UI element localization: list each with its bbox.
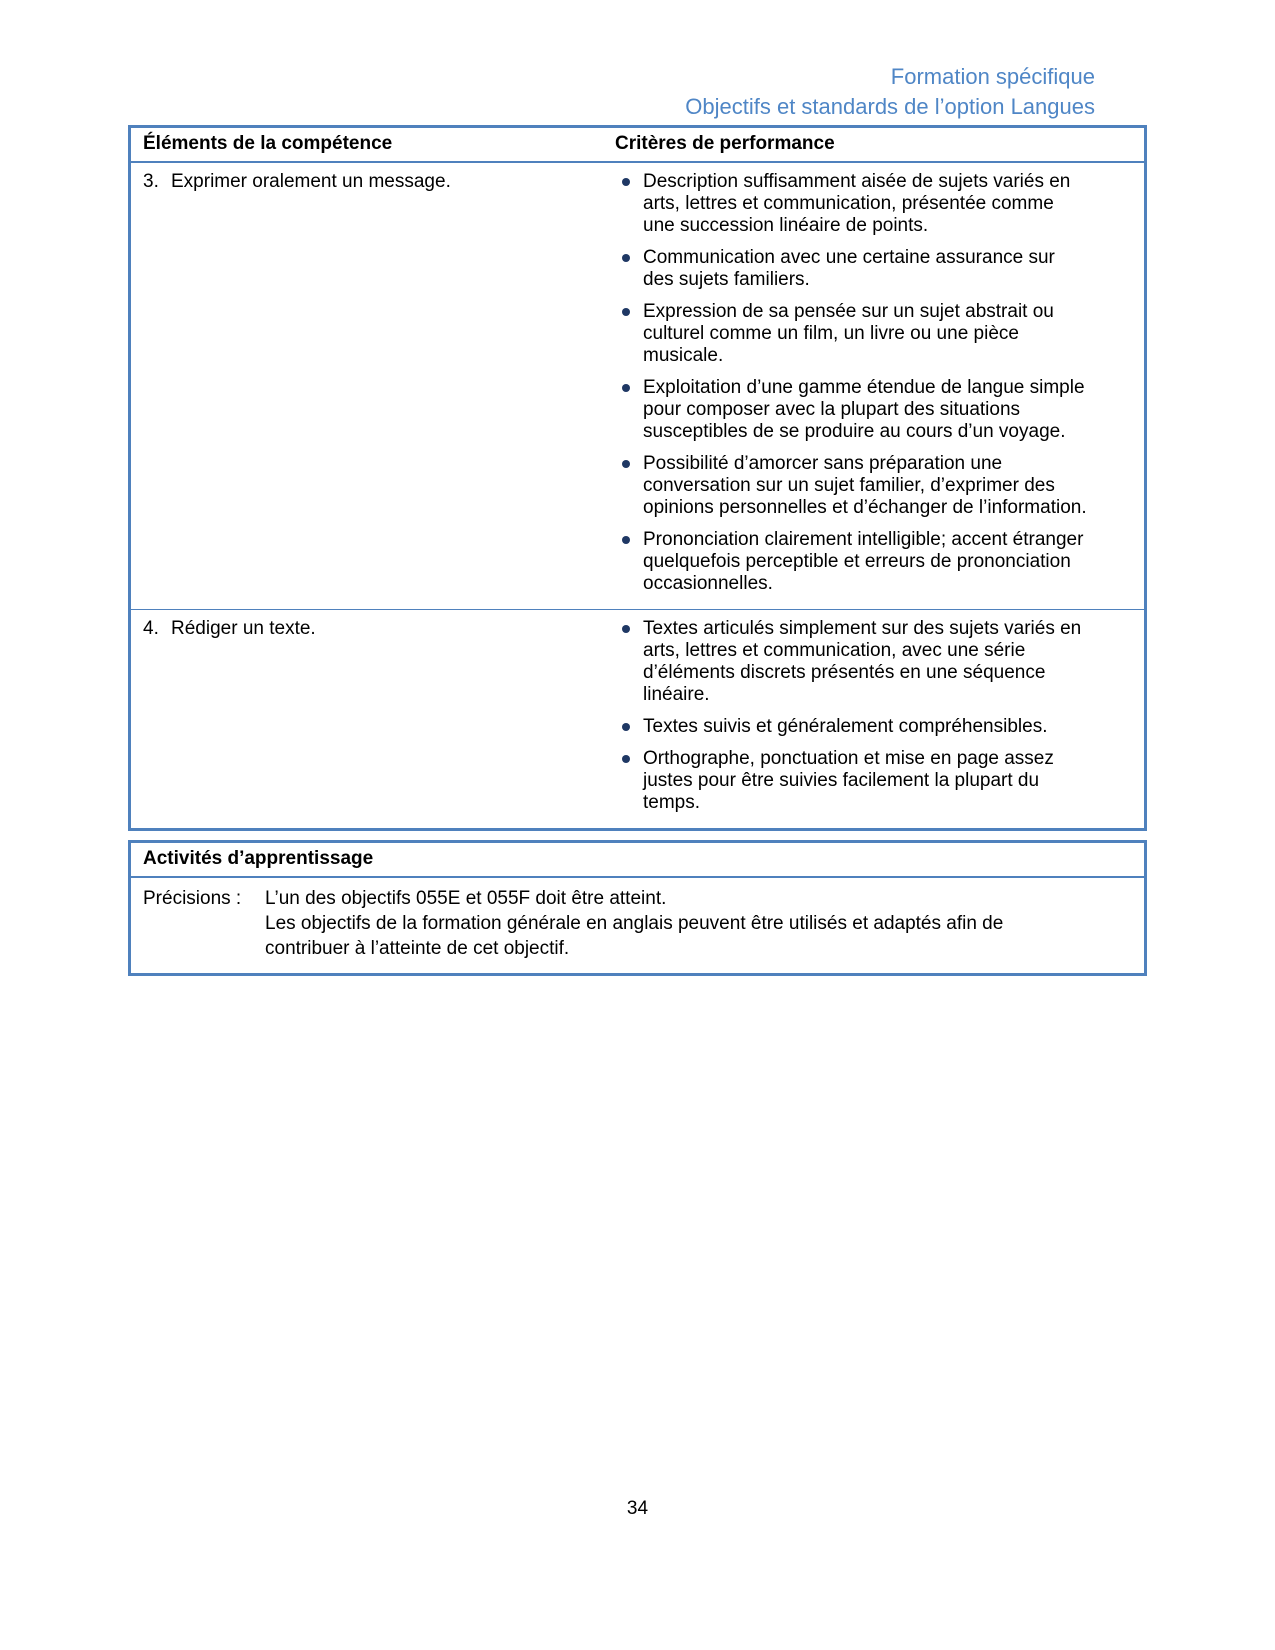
list-item (615, 301, 1144, 367)
criterion-text: Prononciation clairement intelligible; accent étranger quelquefois perceptible et erreurs de prononciation occasionnelles. (643, 529, 1084, 594)
criterion-text: Expression de sa pensée sur un sujet abstrait ou culturel comme un film, un livre ou une pièce musicale. (643, 301, 1054, 366)
precisions-line-2: Les objectifs de la formation générale en anglais peuvent être utilisés et adaptés afin de contribuer à l’atteinte de cet objectif. (265, 913, 1004, 959)
precisions-text (265, 886, 1065, 961)
criterion-text: Textes suivis et généralement compréhensibles. (643, 716, 1048, 737)
bullet-icon (622, 384, 630, 392)
element-text: Rédiger un texte. (171, 618, 316, 639)
element-number: 3. (143, 171, 159, 192)
page-content (128, 125, 1147, 976)
list-item (615, 716, 1144, 738)
bullet-icon (622, 723, 630, 731)
bullet-icon (622, 755, 630, 763)
document-header (128, 62, 1095, 122)
criterion-text: Orthographe, ponctuation et mise en page assez justes pour être suivies facilement la plupart du temps. (643, 748, 1054, 813)
table-row-3 (131, 163, 1144, 610)
column-header-elements: Éléments de la compétence (143, 133, 393, 154)
criterion-text: Description suffisamment aisée de sujets variés en arts, lettres et communication, présentée comme une succession linéaire de points. (643, 171, 1071, 236)
activities-box (128, 840, 1147, 976)
criteria-cell-3 (615, 171, 1144, 605)
list-item (615, 453, 1144, 519)
precisions-line-1: L’un des objectifs 055E et 055F doit être atteint. (265, 888, 667, 909)
list-item (615, 247, 1144, 291)
page-number: 34 (626, 1498, 649, 1519)
criteria-list (615, 171, 1144, 595)
element-cell-4 (131, 618, 615, 824)
criteria-cell-4 (615, 618, 1144, 824)
list-item (615, 618, 1144, 706)
criterion-text: Exploitation d’une gamme étendue de langue simple pour composer avec la plupart des situations susceptibles de se produire au cours d’un voyage. (643, 377, 1085, 442)
criterion-text: Textes articulés simplement sur des sujets variés en arts, lettres et communication, avec une série d’éléments discrets présentés en une séquence linéaire. (643, 618, 1082, 705)
bullet-icon (622, 625, 630, 633)
bullet-icon (622, 308, 630, 316)
header-line-formation: Formation spécifique (890, 64, 1095, 89)
table-header-row (131, 128, 1144, 163)
activities-title: Activités d’apprentissage (131, 843, 1144, 878)
competence-table (128, 125, 1147, 831)
criteria-list (615, 618, 1144, 814)
bullet-icon (622, 460, 630, 468)
list-item (615, 748, 1144, 814)
element-number: 4. (143, 618, 159, 639)
bullet-icon (622, 178, 630, 186)
precisions-label: Précisions : (143, 888, 242, 909)
criterion-text: Communication avec une certaine assurance sur des sujets familiers. (643, 247, 1055, 290)
table-row-4 (131, 610, 1144, 828)
list-item (615, 171, 1144, 237)
bullet-icon (622, 254, 630, 262)
criterion-text: Possibilité d’amorcer sans préparation une conversation sur un sujet familier, d’exprimer des opinions personnelles et d’échanger de l’information. (643, 453, 1087, 518)
list-item (615, 377, 1144, 443)
list-item (615, 529, 1144, 595)
bullet-icon (622, 536, 630, 544)
element-cell-3 (131, 171, 615, 605)
header-line-objectifs: Objectifs et standards de l’option Langues (685, 94, 1095, 119)
element-text: Exprimer oralement un message. (171, 171, 451, 192)
precisions-row (131, 878, 1144, 973)
column-header-criteres: Critères de performance (615, 133, 835, 154)
